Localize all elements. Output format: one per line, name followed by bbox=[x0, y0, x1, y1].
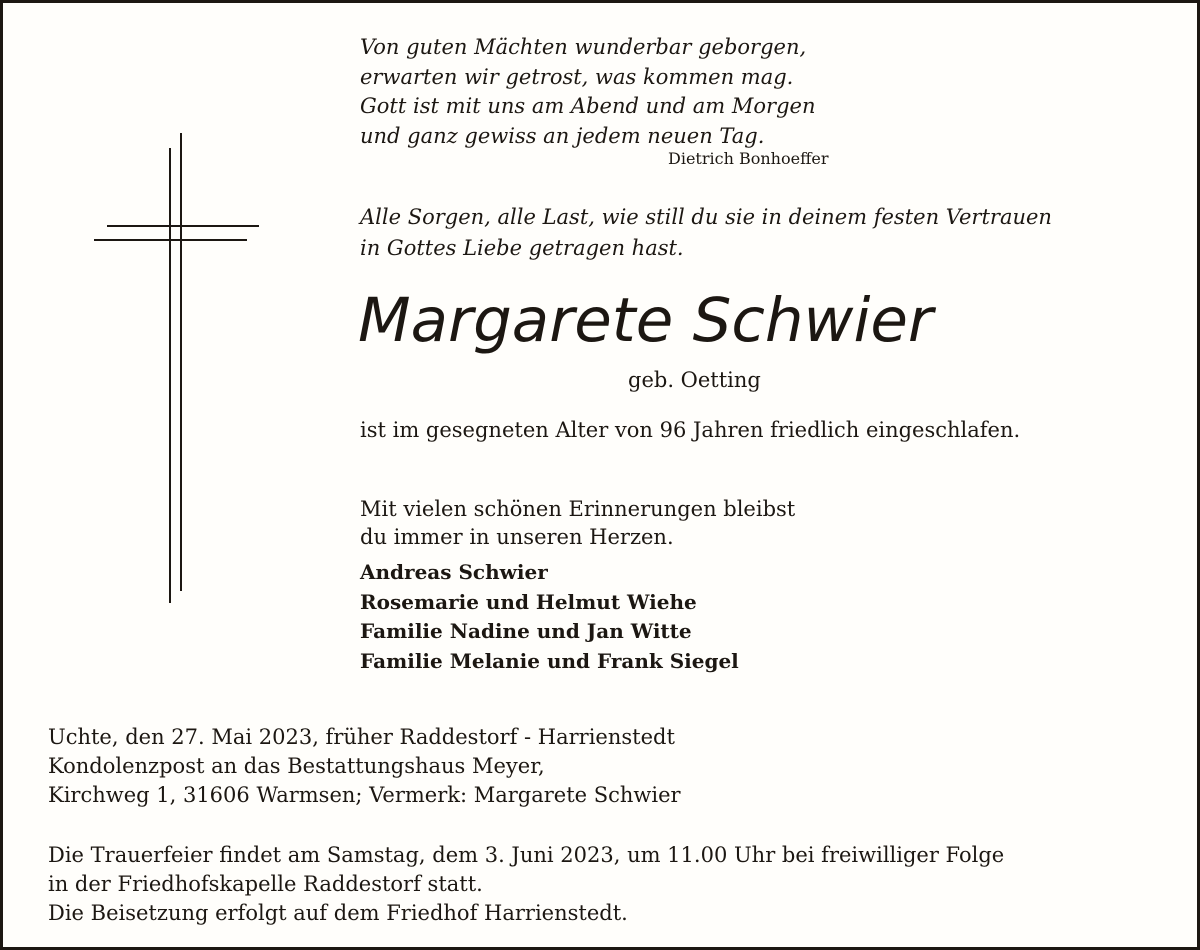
mourner-name: Familie Melanie und Frank Siegel bbox=[360, 648, 739, 673]
address-line: Uchte, den 27. Mai 2023, früher Raddestorf - Harrienstedt bbox=[48, 725, 675, 749]
mourner-name: Andreas Schwier bbox=[360, 560, 548, 584]
service-line: Die Trauerfeier findet am Samstag, dem 3. Juni 2023, um 11.00 Uhr bei freiwilliger Folge bbox=[48, 843, 1005, 867]
poem-line: erwarten wir getrost, was kommen mag. bbox=[360, 64, 794, 89]
death-announcement: ist im gesegneten Alter von 96 Jahren friedlich eingeschlafen. bbox=[360, 418, 1021, 442]
cross-vertical-bar-left bbox=[169, 148, 171, 603]
address-line: Kirchweg 1, 31606 Warmsen; Vermerk: Margarete Schwier bbox=[48, 783, 681, 807]
poem bbox=[360, 33, 815, 151]
mourners-list bbox=[360, 558, 739, 676]
address-line: Kondolenzpost an das Bestattungshaus Meyer, bbox=[48, 754, 545, 778]
service-line: in der Friedhofskapelle Raddestorf statt. bbox=[48, 872, 483, 896]
mourner-name: Familie Nadine und Jan Witte bbox=[360, 619, 692, 643]
service-line: Die Beisetzung erfolgt auf dem Friedhof Harrienstedt. bbox=[48, 901, 628, 925]
memory-text bbox=[360, 495, 795, 551]
funeral-service-info bbox=[48, 841, 1004, 928]
cross-horizontal-bar-bottom bbox=[94, 239, 247, 241]
poem-line: Gott ist mit uns am Abend und am Morgen bbox=[360, 94, 816, 118]
deceased-name: Margarete Schwier bbox=[358, 285, 934, 356]
cross-horizontal-bar-top bbox=[107, 225, 259, 227]
dedication bbox=[360, 202, 1052, 264]
dedication-line: Alle Sorgen, alle Last, wie still du sie in deinem festen Vertrauen bbox=[360, 205, 1052, 229]
maiden-name: geb. Oetting bbox=[628, 368, 761, 392]
poem-line: Von guten Mächten wunderbar geborgen, bbox=[360, 35, 807, 59]
memory-line: Mit vielen schönen Erinnerungen bleibst bbox=[360, 497, 796, 521]
place-date-and-address bbox=[48, 723, 681, 810]
poem-line: und ganz gewiss an jedem neuen Tag. bbox=[360, 123, 765, 148]
dedication-line: in Gottes Liebe getragen hast. bbox=[360, 236, 684, 260]
poem-author: Dietrich Bonhoeffer bbox=[668, 149, 829, 168]
mourner-name: Rosemarie und Helmut Wiehe bbox=[360, 589, 697, 614]
memory-line: du immer in unseren Herzen. bbox=[360, 525, 674, 549]
cross-vertical-bar-right bbox=[180, 133, 182, 591]
